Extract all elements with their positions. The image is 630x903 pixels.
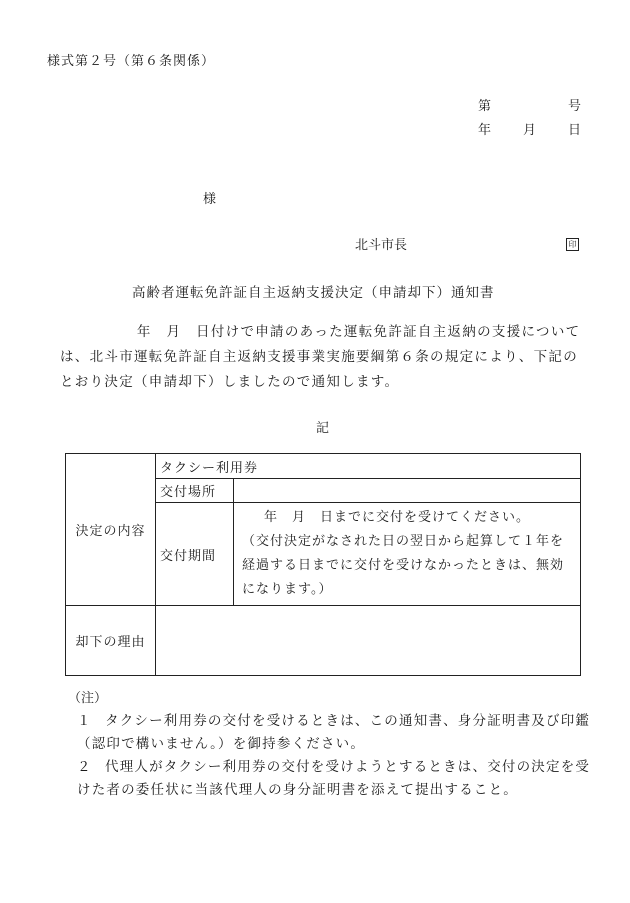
addressee-honorific: 様	[203, 192, 217, 207]
issuer-name: 北斗市長	[355, 238, 408, 253]
period-line2: （交付決定がなされた日の翌日から起算して１年を経過する日までに交付を受けなかったときは、無効になります。）	[242, 534, 565, 597]
note-number: ２	[77, 759, 92, 775]
period-line1: 年 月 日までに交付を受けてください。	[264, 510, 531, 525]
item-value: タクシー利用券	[156, 454, 581, 479]
decision-table	[65, 453, 581, 676]
seal-icon: 印	[566, 238, 579, 251]
place-value	[234, 479, 581, 503]
place-label: 交付場所	[156, 479, 234, 503]
note-item	[77, 710, 597, 756]
ki-heading: 記	[316, 421, 330, 436]
date-month: 月	[523, 123, 537, 138]
doc-number-suffix: 号	[568, 99, 582, 114]
form-label: 様式第２号（第６条関係）	[47, 54, 216, 69]
seal-mark	[566, 236, 579, 251]
document-title: 高齢者運転免許証自主返納支援決定（申請却下）通知書	[132, 285, 495, 301]
period-label: 交付期間	[156, 503, 234, 606]
body-paragraph: 年 月 日付けで申請のあった運転免許証自主返納の支援については、北斗市運転免許証自主返納支援事業実施要綱第６条の規定により、下記のとおり決定（申請却下）しましたので通知します。	[60, 324, 581, 390]
doc-number-prefix: 第	[478, 99, 492, 114]
period-value	[234, 503, 581, 606]
decision-label: 決定の内容	[66, 454, 156, 606]
note-number: １	[77, 713, 92, 729]
rejection-label: 却下の理由	[66, 606, 156, 676]
date-year: 年	[478, 123, 492, 138]
rejection-value	[156, 606, 581, 676]
note-text: 代理人がタクシー利用券の交付を受けようとするときは、交付の決定を受けた者の委任状に当該代理人の身分証明書を添えて提出すること。	[77, 759, 591, 798]
note-text: タクシー利用券の交付を受けるときは、この通知書、身分証明書及び印鑑（認印で構いません。）を御持参ください。	[77, 713, 591, 752]
note-item	[77, 756, 597, 802]
date-day: 日	[568, 123, 582, 138]
notes-title: （注）	[68, 691, 108, 706]
